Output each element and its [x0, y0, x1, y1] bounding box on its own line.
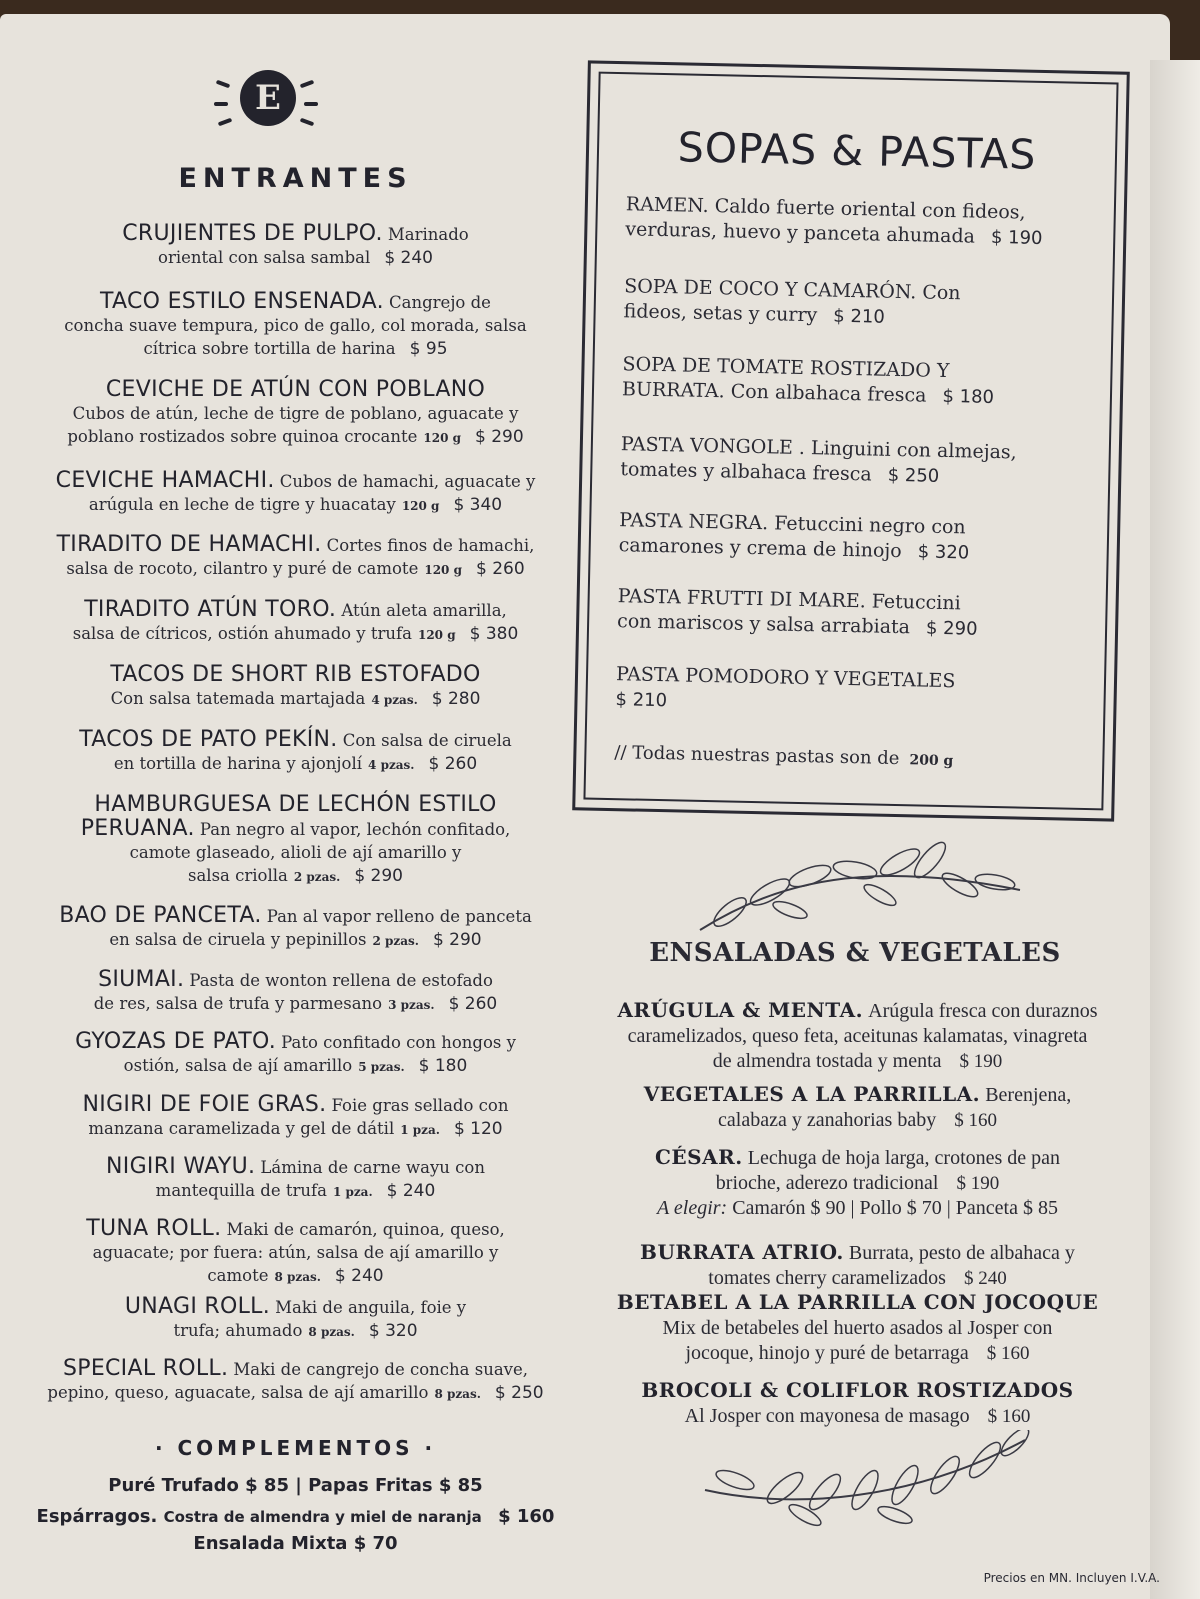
item-desc: Burrata, pesto de albahaca y	[848, 1242, 1075, 1264]
item-line-2: con mariscos y salsa arrabiata	[616, 610, 911, 639]
item-quantity: 8 pzas.	[274, 1270, 321, 1284]
item-price: $ 190	[990, 226, 1043, 249]
entrante-item	[18, 1217, 573, 1289]
item-desc: mantequilla de trufa	[155, 1181, 327, 1200]
item-name: TIRADITO DE HAMACHI.	[56, 532, 322, 557]
item-price: $ 240	[384, 248, 433, 268]
item-desc: poblano rostizados sobre quinoa crocante	[67, 427, 418, 446]
item-desc: Maki de camarón, quinoa, queso,	[226, 1220, 505, 1239]
complementos-title: · COMPLEMENTOS ·	[154, 1436, 437, 1460]
item-quantity: 2 pzas.	[293, 870, 341, 884]
logo-letter: E	[240, 70, 296, 126]
entrante-item	[18, 793, 573, 889]
menu-spine	[1150, 60, 1200, 1599]
sopa-pasta-item	[623, 274, 1084, 334]
item-quantity: 1 pza.	[332, 1185, 373, 1199]
item-line-1: SOPA DE COCO Y CAMARÓN. Con	[623, 275, 961, 305]
item-quantity: 2 pzas.	[372, 934, 419, 948]
entrantes-title: ENTRANTES	[178, 163, 413, 194]
leaf-sprig-bottom-icon	[695, 1430, 1035, 1540]
item-desc: Cortes finos de hamachi,	[326, 536, 535, 555]
item-quantity: 4 pzas.	[371, 693, 418, 707]
item-name: TUNA ROLL.	[86, 1216, 222, 1241]
item-desc: Arúgula fresca con duraznos	[868, 1000, 1098, 1022]
item-price: $ 240	[334, 1266, 384, 1286]
entrante-item	[18, 728, 573, 777]
item-desc: trufa; ahumado	[173, 1321, 303, 1340]
item-name: SIUMAI.	[98, 967, 185, 992]
item-name: CEVICHE DE ATÚN CON POBLANO	[105, 377, 486, 402]
complementos-line-3: Ensalada Mixta $ 70	[193, 1533, 398, 1554]
item-quantity: 120 g	[423, 431, 461, 445]
item-price: $ 180	[942, 385, 995, 408]
entrante-item	[18, 663, 573, 712]
item-desc: caramelizados, queso feta, aceitunas kalamatas, vinagreta	[627, 1025, 1088, 1047]
item-desc: Cangrejo de	[389, 293, 491, 312]
item-price: $ 190	[956, 1173, 1000, 1194]
item-desc: Lechuga de hoja larga, crotones de pan	[747, 1147, 1061, 1169]
item-line-1: PASTA POMODORO Y VEGETALES	[615, 663, 956, 693]
note-text: // Todas nuestras pastas son de	[614, 742, 900, 770]
item-line-2: BURRATA. Con albahaca fresca	[621, 378, 927, 407]
item-desc: Con salsa tatemada martajada	[110, 689, 366, 708]
item-name: BETABEL A LA PARRILLA CON JOCOQUE	[616, 1290, 1099, 1314]
item-desc: ostión, salsa de ají amarillo	[123, 1056, 353, 1075]
item-quantity: 120 g	[401, 499, 440, 513]
item-price: $ 320	[917, 541, 970, 564]
entrante-item	[18, 222, 573, 270]
entrante-item	[18, 1155, 573, 1204]
entrante-item	[18, 598, 573, 647]
item-name: SPECIAL ROLL.	[62, 1356, 229, 1381]
entrante-item	[18, 469, 573, 518]
item-desc: brioche, aderezo tradicional	[715, 1172, 939, 1194]
item-desc: jocoque, hinojo y puré de betarraga	[685, 1342, 969, 1364]
item-desc: Atún aleta amarilla,	[341, 601, 507, 620]
ensalada-item	[575, 998, 1140, 1074]
item-desc: de res, salsa de trufa y parmesano	[93, 994, 383, 1013]
entrante-item	[18, 904, 573, 953]
item-desc: Cubos de atún, leche de tigre de poblano, aguacate y	[72, 404, 519, 423]
item-price: $ 180	[418, 1056, 468, 1076]
item-desc: Lámina de carne wayu con	[260, 1158, 485, 1177]
item-price: $ 120	[453, 1119, 503, 1139]
item-line-2: tomates y albahaca fresca	[620, 458, 872, 486]
entrante-item	[18, 1093, 573, 1142]
item-desc: aguacate; por fuera: atún, salsa de ají amarillo y	[92, 1243, 499, 1262]
item-desc: salsa de rocoto, cilantro y puré de camote	[66, 559, 419, 578]
item-name: VEGETALES A LA PARRILLA.	[643, 1082, 981, 1106]
item-name: ARÚGULA & MENTA.	[617, 998, 864, 1022]
sopa-pasta-item	[618, 508, 1079, 568]
item-quantity: 1 pza.	[400, 1123, 440, 1137]
entrante-item	[18, 378, 573, 450]
item-desc: pepino, queso, aguacate, salsa de ají amarillo	[47, 1383, 429, 1402]
sopa-pasta-item	[622, 352, 1083, 412]
item-name: BAO DE PANCETA.	[59, 903, 262, 928]
esparragos-price: $ 160	[498, 1506, 555, 1527]
item-price: $ 160	[986, 1343, 1030, 1364]
sopa-pasta-item	[625, 192, 1086, 252]
item-desc: Pan al vapor relleno de panceta	[266, 907, 532, 926]
item-desc: de almendra tostada y menta	[712, 1050, 942, 1072]
item-price: $ 210	[615, 689, 668, 712]
entrante-item	[18, 968, 573, 1017]
leaf-sprig-top-icon	[690, 840, 1030, 940]
item-quantity: 8 pzas.	[308, 1325, 355, 1339]
item-desc: tomates cherry caramelizados	[708, 1267, 946, 1289]
entrante-item	[18, 1030, 573, 1079]
item-price: $ 290	[475, 427, 524, 447]
item-price: $ 380	[469, 624, 519, 644]
item-line-2: verduras, huevo y panceta ahumada	[625, 218, 976, 248]
item-price: $ 250	[494, 1383, 544, 1403]
item-price: $ 290	[925, 617, 978, 640]
item-name-2: PERUANA.	[80, 816, 195, 841]
item-line-1: SOPA DE TOMATE ROSTIZADO Y	[622, 353, 950, 383]
item-price: $ 160	[954, 1110, 997, 1131]
item-price: $ 260	[448, 994, 498, 1014]
item-line-1: PASTA VONGOLE . Linguini con almejas,	[620, 433, 1017, 464]
ensalada-item	[575, 1290, 1140, 1366]
item-line-2: fideos, setas y curry	[623, 300, 818, 327]
item-quantity: 5 pzas.	[358, 1060, 405, 1074]
sopa-pasta-item	[620, 432, 1081, 492]
item-name: TACO ESTILO ENSENADA.	[100, 289, 384, 314]
item-line-1: PASTA FRUTTI DI MARE. Fetuccini	[617, 585, 961, 615]
entrante-item	[18, 533, 573, 582]
item-desc: Pan negro al vapor, lechón confitado,	[199, 820, 511, 839]
item-line-1: RAMEN. Caldo fuerte oriental con fideos,	[625, 193, 1026, 224]
sopa-pasta-item	[617, 584, 1078, 644]
item-name: NIGIRI DE FOIE GRAS.	[82, 1092, 327, 1117]
item-name: HAMBURGUESA DE LECHÓN ESTILO	[94, 792, 497, 817]
choice-options: Camarón $ 90 | Pollo $ 70 | Panceta $ 85	[732, 1197, 1058, 1219]
entrante-item	[18, 290, 573, 361]
item-desc: Berenjena,	[985, 1084, 1072, 1106]
item-desc: camote glaseado, alioli de ají amarillo y	[129, 843, 462, 862]
item-quantity: 8 pzas.	[434, 1387, 481, 1401]
item-desc: Maki de anguila, foie y	[275, 1298, 467, 1317]
item-line-2: camarones y crema de hinojo	[618, 534, 902, 563]
item-price: $ 290	[432, 930, 482, 950]
item-price: $ 190	[959, 1051, 1003, 1072]
item-name: CEVICHE HAMACHI.	[55, 468, 275, 493]
item-desc: Cubos de hamachi, aguacate y	[279, 472, 536, 491]
ensalada-item	[575, 1378, 1140, 1429]
item-desc: Foie gras sellado con	[331, 1096, 509, 1115]
item-quantity: 3 pzas.	[388, 998, 435, 1012]
item-desc: concha suave tempura, pico de gallo, col morada, salsa	[64, 316, 527, 335]
item-name: CRUJIENTES DE PULPO.	[122, 221, 383, 246]
item-desc: Marinado	[387, 225, 469, 244]
sopas-pastas-box	[572, 60, 1130, 821]
item-desc: Pato confitado con hongos y	[281, 1033, 516, 1052]
sopas-title: SOPAS & PASTAS	[677, 123, 1037, 179]
item-desc: arúgula en leche de tigre y huacatay	[88, 495, 396, 514]
item-desc: camote	[207, 1266, 269, 1285]
entrante-item	[18, 1295, 573, 1344]
item-name: TIRADITO ATÚN TORO.	[84, 597, 337, 622]
item-price: $ 160	[987, 1406, 1031, 1427]
item-name: TACOS DE PATO PEKÍN.	[79, 727, 338, 752]
ensalada-item	[575, 1082, 1140, 1133]
item-desc: en salsa de ciruela y pepinillos	[109, 930, 367, 949]
item-desc: cítrica sobre tortilla de harina	[143, 339, 396, 358]
complementos-line-1: Puré Trufado $ 85 | Papas Fritas $ 85	[108, 1475, 483, 1496]
item-price: $ 260	[475, 559, 525, 579]
item-desc: Con salsa de ciruela	[342, 731, 512, 750]
item-name: BROCOLI & COLIFLOR ROSTIZADOS	[641, 1378, 1074, 1402]
item-desc: calabaza y zanahorias baby	[718, 1109, 937, 1131]
note-qty: 200 g	[909, 752, 954, 770]
item-desc: Mix de betabeles del huerto asados al Josper con	[662, 1317, 1053, 1339]
item-desc: salsa criolla	[188, 866, 288, 885]
item-desc: Maki de cangrejo de concha suave,	[233, 1360, 528, 1379]
restaurant-logo	[210, 62, 320, 142]
item-price: $ 250	[887, 464, 940, 487]
item-price: $ 240	[963, 1268, 1007, 1289]
item-quantity: 120 g	[424, 563, 462, 577]
item-price: $ 260	[428, 754, 478, 774]
choice-label: A elegir:	[657, 1197, 728, 1219]
item-desc: Al Josper con mayonesa de masago	[684, 1405, 970, 1427]
sopa-pasta-item	[615, 662, 1076, 722]
item-quantity: 120 g	[417, 628, 456, 642]
item-name: GYOZAS DE PATO.	[75, 1029, 277, 1054]
item-line-1: PASTA NEGRA. Fetuccini negro con	[619, 509, 966, 539]
item-price: $ 320	[368, 1321, 418, 1341]
ensalada-item	[575, 1240, 1140, 1291]
item-price: $ 210	[833, 305, 886, 328]
item-desc: salsa de cítricos, ostión ahumado y trufa	[72, 624, 412, 643]
item-price: $ 280	[431, 689, 481, 709]
ensalada-item	[575, 1145, 1140, 1220]
esparragos-name: Espárragos.	[36, 1506, 158, 1527]
item-price: $ 95	[409, 339, 448, 359]
item-name: UNAGI ROLL.	[124, 1294, 271, 1319]
ensaladas-title: ENSALADAS & VEGETALES	[649, 938, 1061, 968]
item-desc: oriental con salsa sambal	[158, 248, 371, 267]
item-desc: en tortilla de harina y ajonjolí	[113, 754, 363, 773]
item-quantity: 4 pzas.	[368, 758, 415, 772]
item-price: $ 240	[386, 1181, 436, 1201]
item-name: NIGIRI WAYU.	[106, 1154, 256, 1179]
item-price: $ 340	[453, 495, 503, 515]
prices-footnote: Precios en MN. Incluyen I.V.A.	[983, 1571, 1160, 1585]
esparragos-desc: Costra de almendra y miel de naranja	[163, 1508, 482, 1526]
item-name: CÉSAR.	[654, 1145, 743, 1169]
item-desc: manzana caramelizada y gel de dátil	[88, 1119, 395, 1138]
entrante-item	[18, 1357, 573, 1406]
item-name: BURRATA ATRIO.	[640, 1240, 844, 1264]
item-price: $ 290	[354, 866, 403, 886]
item-name: TACOS DE SHORT RIB ESTOFADO	[110, 662, 481, 687]
item-desc: Pasta de wonton rellena de estofado	[189, 971, 493, 990]
